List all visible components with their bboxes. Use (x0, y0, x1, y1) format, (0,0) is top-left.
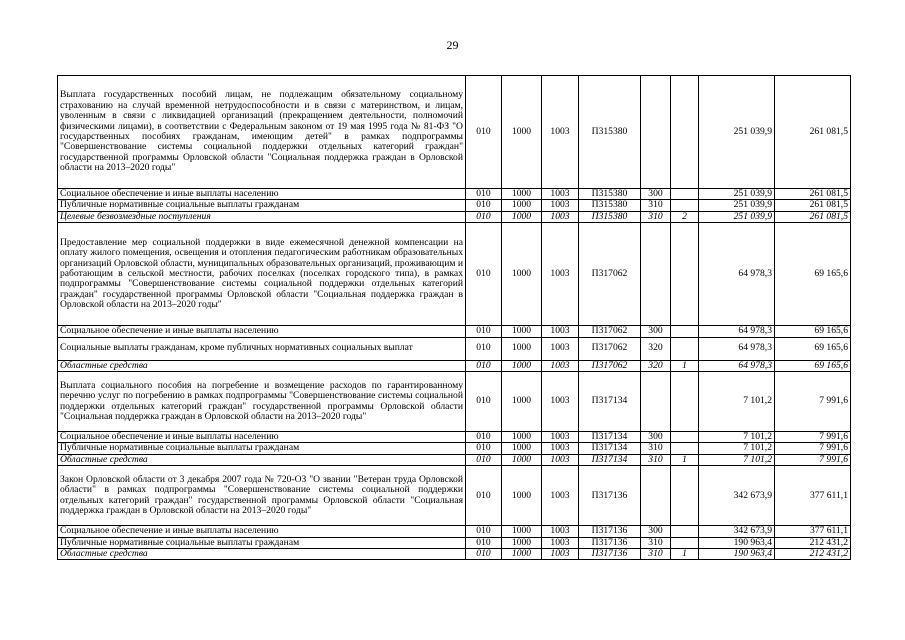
code-section: 1000 (502, 211, 542, 222)
code-target-article: П317134 (579, 443, 641, 454)
table-row (58, 223, 851, 326)
code-subsection: 1003 (542, 526, 579, 537)
page-number: 29 (446, 38, 459, 52)
row-name: Социальное обеспечение и иные выплаты населению (58, 432, 466, 443)
code-expense-type: 310 (641, 443, 671, 454)
row-name: Областные средства (58, 454, 466, 465)
code-section: 1000 (502, 432, 542, 443)
amount-year-2: 261 081,5 (775, 211, 851, 222)
amount-year-1: 64 978,3 (699, 326, 775, 337)
amount-year-1: 7 101,2 (699, 443, 775, 454)
code-admin: 010 (466, 454, 502, 465)
code-target-article: П317062 (579, 223, 641, 326)
code-source (671, 432, 699, 443)
code-expense-type: 320 (641, 360, 671, 371)
code-target-article: П317136 (579, 537, 641, 548)
code-target-article: П317134 (579, 432, 641, 443)
code-expense-type: 310 (641, 537, 671, 548)
code-subsection: 1003 (542, 200, 579, 211)
code-subsection: 1003 (542, 372, 579, 432)
amount-year-2: 69 165,6 (775, 223, 851, 326)
code-admin: 010 (466, 189, 502, 200)
table-row (58, 360, 851, 371)
row-name: Социальное обеспечение и иные выплаты населению (58, 526, 466, 537)
amount-year-2: 69 165,6 (775, 360, 851, 371)
code-subsection: 1003 (542, 549, 579, 560)
row-name: Выплата социального пособия на погребение и возмещение расходов по гарантированному перечню услуг по погребению в рамках подпрограммы "Совершенствование системы социальной поддержки отдельных категорий граждан" государственной программы Орловской области "Социальная поддержка граждан в Орловской области на 2013–2020 годы" (58, 372, 466, 432)
table-row (58, 549, 851, 560)
code-source: 1 (671, 454, 699, 465)
code-target-article: П317062 (579, 337, 641, 360)
code-section: 1000 (502, 76, 542, 189)
code-admin: 010 (466, 526, 502, 537)
table-row (58, 326, 851, 337)
code-expense-type: 310 (641, 211, 671, 222)
code-target-article: П317134 (579, 372, 641, 432)
code-source (671, 537, 699, 548)
code-section: 1000 (502, 466, 542, 526)
code-expense-type (641, 76, 671, 189)
row-name: Социальные выплаты гражданам, кроме публичных нормативных социальных выплат (58, 337, 466, 360)
code-subsection: 1003 (542, 454, 579, 465)
row-name: Социальное обеспечение и иные выплаты населению (58, 326, 466, 337)
amount-year-2: 69 165,6 (775, 326, 851, 337)
table-body (58, 76, 851, 560)
code-section: 1000 (502, 526, 542, 537)
code-section: 1000 (502, 443, 542, 454)
amount-year-1: 342 673,9 (699, 526, 775, 537)
amount-year-1: 251 039,9 (699, 211, 775, 222)
code-admin: 010 (466, 211, 502, 222)
budget-table (57, 75, 851, 560)
amount-year-1: 190 963,4 (699, 549, 775, 560)
row-name: Публичные нормативные социальные выплаты гражданам (58, 537, 466, 548)
code-source: 1 (671, 549, 699, 560)
code-admin: 010 (466, 537, 502, 548)
table-row (58, 337, 851, 360)
code-section: 1000 (502, 326, 542, 337)
code-admin: 010 (466, 223, 502, 326)
code-section: 1000 (502, 454, 542, 465)
code-section: 1000 (502, 189, 542, 200)
code-subsection: 1003 (542, 537, 579, 548)
code-source (671, 326, 699, 337)
amount-year-1: 251 039,9 (699, 76, 775, 189)
amount-year-1: 190 963,4 (699, 537, 775, 548)
code-source (671, 372, 699, 432)
code-admin: 010 (466, 432, 502, 443)
table-row (58, 537, 851, 548)
code-subsection: 1003 (542, 432, 579, 443)
code-admin: 010 (466, 360, 502, 371)
row-name: Закон Орловской области от 3 декабря 2007 года № 720-ОЗ "О звании "Ветеран труда Орловской области" в рамках подпрограммы "Совершенствование системы социальной поддержки отдельных категорий граждан" государственной программы Орловской области "Социальная поддержка граждан в Орловской области на 2013–2020 годы" (58, 466, 466, 526)
code-source (671, 466, 699, 526)
code-source (671, 443, 699, 454)
amount-year-2: 69 165,6 (775, 337, 851, 360)
code-admin: 010 (466, 549, 502, 560)
code-admin: 010 (466, 337, 502, 360)
code-target-article: П317134 (579, 454, 641, 465)
code-section: 1000 (502, 200, 542, 211)
table-row (58, 454, 851, 465)
row-name: Публичные нормативные социальные выплаты гражданам (58, 200, 466, 211)
code-expense-type (641, 223, 671, 326)
code-target-article: П315380 (579, 211, 641, 222)
code-subsection: 1003 (542, 326, 579, 337)
code-target-article: П315380 (579, 200, 641, 211)
code-section: 1000 (502, 223, 542, 326)
amount-year-1: 251 039,9 (699, 189, 775, 200)
amount-year-1: 64 978,3 (699, 360, 775, 371)
code-expense-type: 300 (641, 432, 671, 443)
code-source (671, 223, 699, 326)
table-row (58, 200, 851, 211)
code-admin: 010 (466, 443, 502, 454)
code-target-article: П317136 (579, 466, 641, 526)
code-subsection: 1003 (542, 223, 579, 326)
table-row (58, 432, 851, 443)
code-target-article: П317136 (579, 549, 641, 560)
table-row (58, 466, 851, 526)
code-expense-type: 310 (641, 454, 671, 465)
table-row (58, 189, 851, 200)
amount-year-2: 7 991,6 (775, 454, 851, 465)
amount-year-2: 261 081,5 (775, 200, 851, 211)
code-admin: 010 (466, 200, 502, 211)
amount-year-1: 64 978,3 (699, 223, 775, 326)
code-subsection: 1003 (542, 443, 579, 454)
table-row (58, 526, 851, 537)
amount-year-2: 7 991,6 (775, 372, 851, 432)
code-target-article: П315380 (579, 189, 641, 200)
code-section: 1000 (502, 537, 542, 548)
code-subsection: 1003 (542, 189, 579, 200)
amount-year-1: 251 039,9 (699, 200, 775, 211)
amount-year-2: 7 991,6 (775, 432, 851, 443)
amount-year-2: 261 081,5 (775, 76, 851, 189)
code-source (671, 337, 699, 360)
amount-year-2: 212 431,2 (775, 549, 851, 560)
code-target-article: П315380 (579, 76, 641, 189)
amount-year-1: 7 101,2 (699, 454, 775, 465)
code-expense-type (641, 372, 671, 432)
code-expense-type: 310 (641, 200, 671, 211)
amount-year-2: 212 431,2 (775, 537, 851, 548)
code-subsection: 1003 (542, 466, 579, 526)
code-expense-type: 300 (641, 326, 671, 337)
code-expense-type (641, 466, 671, 526)
row-name: Публичные нормативные социальные выплаты гражданам (58, 443, 466, 454)
table-row (58, 372, 851, 432)
code-target-article: П317062 (579, 360, 641, 371)
table-row (58, 76, 851, 189)
code-subsection: 1003 (542, 76, 579, 189)
code-source: 1 (671, 360, 699, 371)
code-expense-type: 320 (641, 337, 671, 360)
code-expense-type: 310 (641, 549, 671, 560)
code-admin: 010 (466, 76, 502, 189)
code-target-article: П317136 (579, 526, 641, 537)
code-subsection: 1003 (542, 337, 579, 360)
code-expense-type: 300 (641, 189, 671, 200)
amount-year-2: 7 991,6 (775, 443, 851, 454)
code-subsection: 1003 (542, 211, 579, 222)
row-name: Предоставление мер социальной поддержки в виде ежемесячной денежной компенсации на оплату жилого помещения, освещения и отопления педагогическим работникам образовательных организаций Орловской области, муниципальных образовательных организаций, проживающим и работающим в сельской местности, рабочих поселках (поселках городского типа), в рамках подпрограммы "Совершенствование системы социальной поддержки отдельных категорий граждан" государственной программы Орловской области "Социальная поддержка граждан в Орловской области на 2013–2020 годы" (58, 223, 466, 326)
code-section: 1000 (502, 360, 542, 371)
code-section: 1000 (502, 372, 542, 432)
amount-year-2: 377 611,1 (775, 466, 851, 526)
row-name: Выплата государственных пособий лицам, не подлежащим обязательному социальному страхованию на случай временной нетрудоспособности и в связи с материнством, и лицам, уволенным в связи с ликвидацией организаций (прекращением деятельности, полномочий физическими лицами), в соответствии с Федеральным законом от 19 мая 1995 года № 81-ФЗ "О государственных пособиях гражданам, имеющим детей" в рамках подпрограммы "Совершенствование системы социальной поддержки отдельных категорий граждан" государственной программы Орловской области "Социальная поддержка граждан в Орловской области на 2013–2020 годы" (58, 76, 466, 189)
row-name: Целевые безвозмездные поступления (58, 211, 466, 222)
code-source (671, 189, 699, 200)
code-admin: 010 (466, 326, 502, 337)
code-subsection: 1003 (542, 360, 579, 371)
code-source: 2 (671, 211, 699, 222)
code-admin: 010 (466, 466, 502, 526)
code-source (671, 526, 699, 537)
amount-year-1: 64 978,3 (699, 337, 775, 360)
amount-year-2: 377 611,1 (775, 526, 851, 537)
amount-year-1: 342 673,9 (699, 466, 775, 526)
amount-year-2: 261 081,5 (775, 189, 851, 200)
amount-year-1: 7 101,2 (699, 372, 775, 432)
row-name: Областные средства (58, 549, 466, 560)
row-name: Областные средства (58, 360, 466, 371)
code-target-article: П317062 (579, 326, 641, 337)
code-section: 1000 (502, 549, 542, 560)
row-name: Социальное обеспечение и иные выплаты населению (58, 189, 466, 200)
amount-year-1: 7 101,2 (699, 432, 775, 443)
table-row (58, 211, 851, 222)
code-expense-type: 300 (641, 526, 671, 537)
code-section: 1000 (502, 337, 542, 360)
table-row (58, 443, 851, 454)
code-source (671, 76, 699, 189)
code-source (671, 200, 699, 211)
code-admin: 010 (466, 372, 502, 432)
